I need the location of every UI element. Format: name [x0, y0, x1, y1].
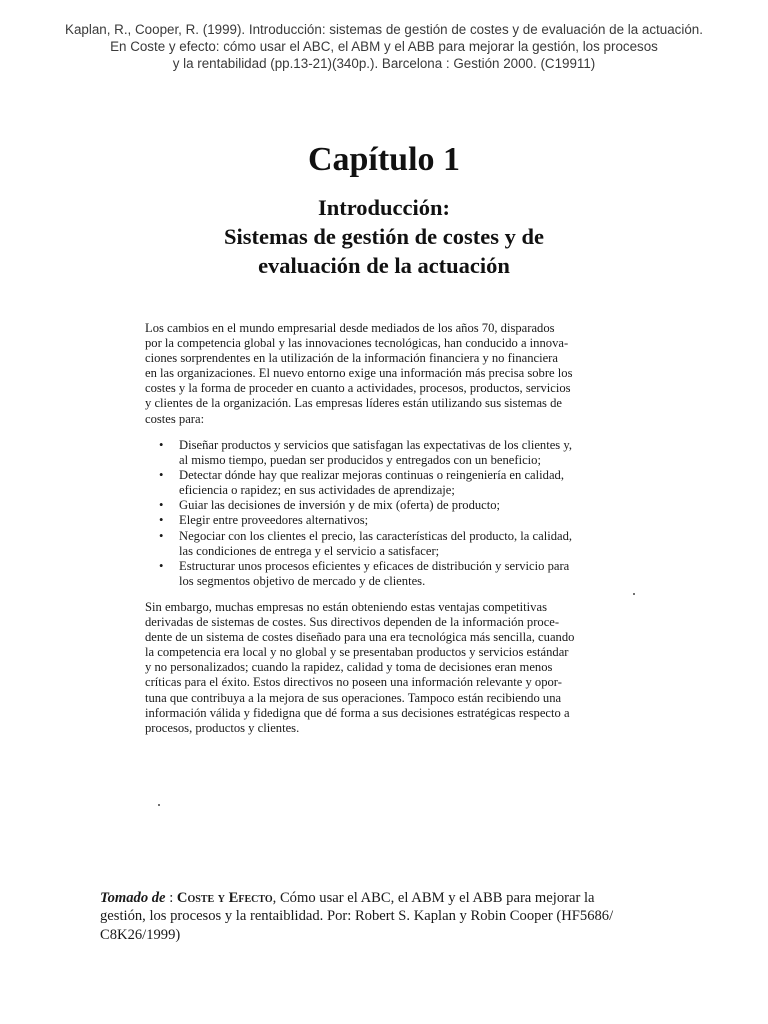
list-item-line: las condiciones de entrega y el servicio a satisfacer; — [179, 543, 440, 558]
bullet-list — [159, 438, 639, 589]
list-item-line: Estructurar unos procesos eficientes y eficaces de distribución y servicio para — [179, 558, 570, 573]
citation-line: En Coste y efecto: cómo usar el ABC, el ABM y el ABB para mejorar la gestión, los procesos — [110, 39, 658, 54]
paragraph-line: costes para: — [145, 411, 205, 426]
citation-line: y la rentabilidad (pp.13-21)(340p.). Barcelona : Gestión 2000. (C19911) — [172, 56, 596, 71]
bibliographic-citation — [20, 21, 748, 72]
list-item-line: Diseñar productos y servicios que satisfagan las expectativas de los clientes y, — [179, 438, 572, 452]
source-note-text: , Cómo usar el ABC, el ABM y el ABB para mejorar la — [272, 890, 595, 906]
scan-speck — [633, 593, 635, 595]
list-item — [159, 438, 639, 468]
list-item — [159, 529, 639, 559]
source-note-separator: : — [165, 890, 177, 906]
list-item-line: Detectar dónde hay que realizar mejoras continuas o reingeniería en calidad, — [179, 468, 564, 483]
source-note — [100, 889, 680, 944]
bullet-icon: • — [159, 498, 164, 513]
list-item — [159, 559, 639, 589]
list-item-line: los segmentos objetivo de mercado y de clientes. — [179, 573, 426, 588]
second-paragraph — [145, 600, 635, 736]
paragraph-line: procesos, productos y clientes. — [145, 720, 300, 735]
list-item-line: al mismo tiempo, puedan ser producidos y entregados con un beneficio; — [179, 453, 541, 468]
list-item — [159, 498, 639, 513]
paragraph-line: información válida y fidedigna que dé forma a sus decisiones estratégicas respecto a — [145, 705, 570, 720]
citation-line: Kaplan, R., Cooper, R. (1999). Introducción: sistemas de gestión de costes y de evaluación de la actuación. — [65, 22, 703, 37]
paragraph-line: dente de un sistema de costes diseñado para una era tecnológica más sencilla, cuando — [145, 630, 575, 645]
bullet-icon: • — [159, 558, 164, 573]
source-note-line — [100, 889, 680, 907]
source-book-title: Coste y Efecto — [176, 890, 273, 906]
bullet-icon: • — [159, 468, 164, 483]
paragraph-line: derivadas de sistemas de costes. Sus directivos dependen de la información proce- — [145, 615, 560, 630]
chapter-subtitle-line: Sistemas de gestión de costes y de — [224, 224, 544, 249]
list-item-line: Elegir entre proveedores alternativos; — [179, 513, 369, 528]
paragraph-line: y clientes de la organización. Las empresas líderes están utilizando sus sistemas de — [145, 396, 562, 411]
paragraph-line: la competencia era local y no global y se presentaban productos y servicios estándar — [145, 645, 569, 660]
paragraph-line: en las organizaciones. El nuevo entorno exige una información más precisa sobre los — [145, 366, 573, 381]
chapter-subtitle — [0, 193, 768, 280]
list-item — [159, 513, 639, 528]
scan-speck — [158, 804, 160, 806]
list-item-line: Negociar con los clientes el precio, las características del producto, la calidad, — [179, 528, 573, 543]
paragraph-line: Los cambios en el mundo empresarial desde mediados de los años 70, disparados — [145, 321, 555, 335]
paragraph-line: ciones sorprendentes en la utilización de la información financiera y no financiera — [145, 351, 558, 366]
bullet-icon: • — [159, 513, 164, 528]
list-item — [159, 468, 639, 498]
bullet-icon: • — [159, 438, 164, 452]
intro-paragraph — [145, 321, 635, 427]
source-note-line: gestión, los procesos y la rentaiblidad. Por: Robert S. Kaplan y Robin Cooper (HF5686/ — [100, 908, 614, 925]
paragraph-line: costes y la forma de proceder en cuanto a actividades, procesos, productos, servicios — [145, 381, 571, 396]
source-note-lead: Tomado de — [100, 890, 166, 906]
bullet-icon: • — [159, 528, 164, 543]
paragraph-line: críticas para el éxito. Estos directivos no poseen una información relevante y opor- — [145, 675, 562, 690]
paragraph-line: tuna que contribuya a la mejora de sus operaciones. Tampoco están recibiendo una — [145, 690, 562, 705]
chapter-title: Capítulo 1 — [307, 141, 461, 178]
list-item-line: Guiar las decisiones de inversión y de mix (oferta) de producto; — [179, 498, 501, 513]
paragraph-line: Sin embargo, muchas empresas no están obteniendo estas ventajas competitivas — [145, 600, 547, 614]
chapter-subtitle-line: evaluación de la actuación — [258, 253, 510, 278]
paragraph-line: por la competencia global y las innovaciones tecnológicas, han conducido a innova- — [145, 336, 569, 351]
source-note-line: C8K26/1999) — [100, 926, 181, 943]
chapter-subtitle-line: Introducción: — [317, 195, 451, 220]
paragraph-line: y no personalizados; cuando la rapidez, calidad y toma de decisiones eran menos — [145, 660, 553, 675]
list-item-line: eficiencia o rapidez; en sus actividades de aprendizaje; — [179, 483, 455, 498]
